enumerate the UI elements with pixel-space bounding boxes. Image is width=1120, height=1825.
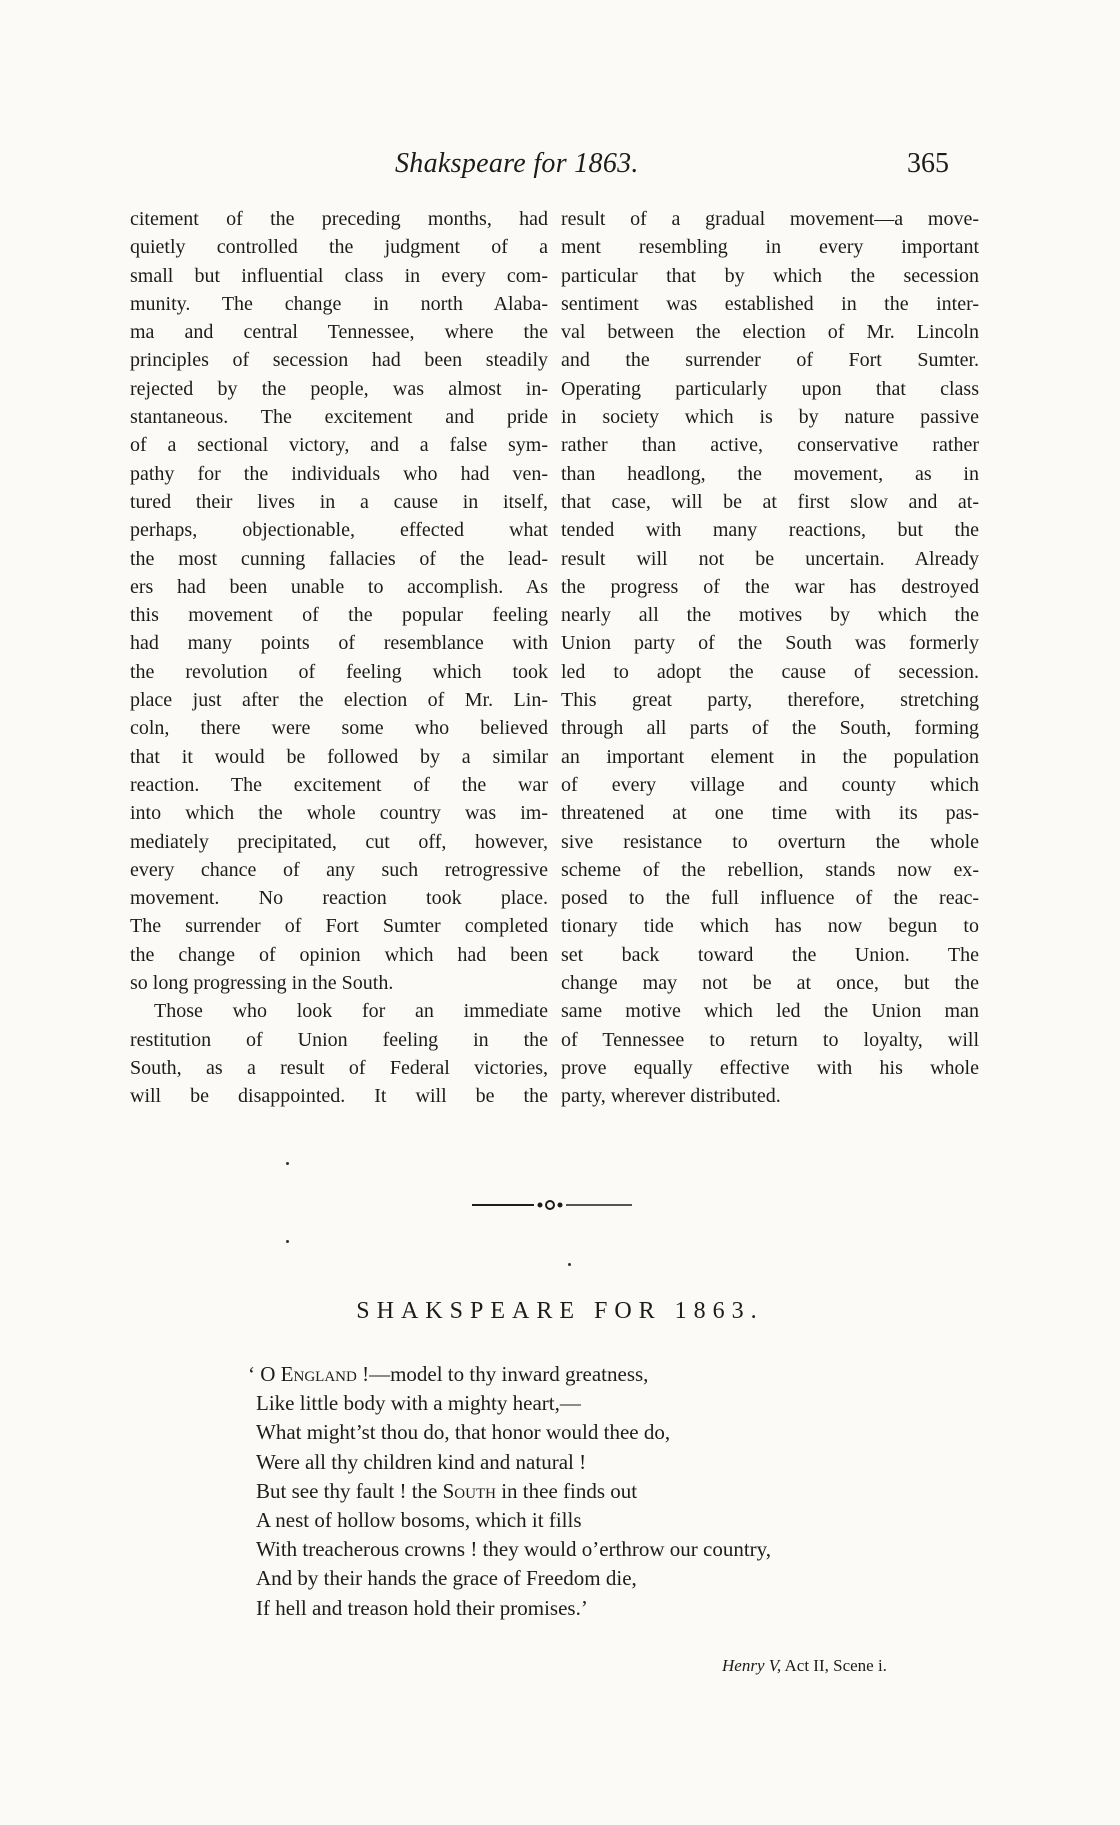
text-line: restitution of Union feeling in the <box>130 1028 548 1051</box>
text-line: pathy for the individuals who had ven- <box>130 462 548 485</box>
text-line: ma and central Tennessee, where the <box>130 321 548 344</box>
text-line: This great party, therefore, stretching <box>561 689 979 712</box>
text-line: scheme of the rebellion, stands now ex- <box>561 858 979 881</box>
text-line: sentiment was established in the inter- <box>561 292 979 315</box>
text-line: tured their lives in a cause in itself, <box>130 490 548 513</box>
text-line: led to adopt the cause of secession. <box>561 660 979 683</box>
text-line: Those who look for an immediate <box>154 1000 548 1023</box>
text-line: quietly controlled the judgment of a <box>130 236 548 259</box>
text-line: threatened at one time with its pas- <box>561 802 979 825</box>
text-line: perhaps, objectionable, effected what <box>130 519 548 542</box>
text-line: movement. No reaction took place. <box>130 887 548 910</box>
running-head <box>0 148 1120 188</box>
left-column <box>130 205 548 1111</box>
print-speck <box>286 1240 289 1243</box>
text-line: the change of opinion which had been <box>130 943 548 966</box>
text-line: prove equally effective with his whole <box>561 1056 979 1079</box>
section-divider-ornament <box>472 1195 632 1215</box>
print-speck <box>568 1263 571 1266</box>
text-line: same motive which led the Union man <box>561 1000 979 1023</box>
text-line: citement of the preceding months, had <box>130 208 548 230</box>
running-title: Shakspeare for 1863. <box>395 148 639 179</box>
text-line: this movement of the popular feeling <box>130 604 548 627</box>
text-line: the progress of the war has destroyed <box>561 575 979 598</box>
text-line: and the surrender of Fort Sumter. <box>561 349 979 372</box>
text-line: an important element in the population <box>561 745 979 768</box>
page-number: 365 <box>907 148 949 179</box>
print-speck <box>286 1162 289 1165</box>
poem-line: Were all thy children kind and natural ! <box>256 1449 587 1474</box>
poem-line: With treacherous crowns ! they would o’erthrow our country, <box>256 1537 772 1562</box>
text-line: stantaneous. The excitement and pride <box>130 406 548 429</box>
text-line: so long progressing in the South. <box>130 972 394 995</box>
text-line: sive resistance to overturn the whole <box>561 830 979 853</box>
text-line: Operating particularly upon that class <box>561 377 979 400</box>
text-line: result will not be uncertain. Already <box>561 547 979 570</box>
text-line: ment resembling in every important <box>561 236 979 259</box>
text-line: through all parts of the South, forming <box>561 717 979 740</box>
text-line: rejected by the people, was almost in- <box>130 377 548 400</box>
text-line: every chance of any such retrogressive <box>130 858 548 881</box>
text-line: that it would be followed by a similar <box>130 745 548 768</box>
poem-line: ‘ O England !—model to thy inward greatness, <box>248 1362 649 1386</box>
text-line: nearly all the motives by which the <box>561 604 979 627</box>
text-line: tionary tide which has now begun to <box>561 915 979 938</box>
poem-line: A nest of hollow bosoms, which it fills <box>256 1508 582 1533</box>
poem-line: If hell and treason hold their promises.’ <box>256 1595 588 1620</box>
text-line: small but influential class in every com- <box>130 264 548 287</box>
text-line: principles of secession had been steadily <box>130 349 548 372</box>
text-line: of every village and county which <box>561 773 979 796</box>
poem-line: What might’st thou do, that honor would thee do, <box>256 1420 671 1445</box>
text-line: particular that by which the secession <box>561 264 979 287</box>
poem-line: Like little body with a mighty heart,— <box>256 1391 581 1416</box>
text-line: ers had been unable to accomplish. As <box>130 575 548 598</box>
text-line: result of a gradual movement—a move- <box>561 208 979 230</box>
text-line: change may not be at once, but the <box>561 972 979 995</box>
text-line: had many points of resemblance with <box>130 632 548 655</box>
text-line: set back toward the Union. The <box>561 943 979 966</box>
text-line: will be disappointed. It will be the <box>130 1085 548 1108</box>
text-line: the most cunning fallacies of the lead- <box>130 547 548 570</box>
text-line: the revolution of feeling which took <box>130 660 548 683</box>
citation-location: Act II, Scene i. <box>781 1656 887 1675</box>
text-line: South, as a result of Federal victories, <box>130 1056 548 1079</box>
text-line: posed to the full influence of the reac- <box>561 887 979 910</box>
text-line: than headlong, the movement, as in <box>561 462 979 485</box>
poem-line: And by their hands the grace of Freedom die, <box>256 1566 637 1591</box>
text-line: The surrender of Fort Sumter completed <box>130 915 548 938</box>
text-line: of Tennessee to return to loyalty, will <box>561 1028 979 1051</box>
poem <box>248 1360 772 1623</box>
text-line: of a sectional victory, and a false sym- <box>130 434 548 457</box>
citation-work: Henry V, <box>722 1656 782 1675</box>
text-line: val between the election of Mr. Lincoln <box>561 321 979 344</box>
text-line: Union party of the South was formerly <box>561 632 979 655</box>
text-line: that case, will be at first slow and at- <box>561 490 979 513</box>
text-line: in society which is by nature passive <box>561 406 979 429</box>
text-line: rather than active, conservative rather <box>561 434 979 457</box>
poem-citation <box>722 1656 887 1676</box>
text-line: coln, there were some who believed <box>130 717 548 740</box>
text-line: reaction. The excitement of the war <box>130 773 548 796</box>
text-line: munity. The change in north Alaba- <box>130 292 548 315</box>
poem-line: But see thy fault ! the South in thee finds out <box>256 1478 638 1503</box>
text-line: place just after the election of Mr. Lin- <box>130 689 548 712</box>
text-line: tended with many reactions, but the <box>561 519 979 542</box>
text-line: mediately precipitated, cut off, however, <box>130 830 548 853</box>
right-column <box>561 205 979 1111</box>
section-heading: SHAKSPEARE FOR 1863. <box>356 1298 764 1324</box>
text-line: party, wherever distributed. <box>561 1085 781 1108</box>
text-line: into which the whole country was im- <box>130 802 548 825</box>
